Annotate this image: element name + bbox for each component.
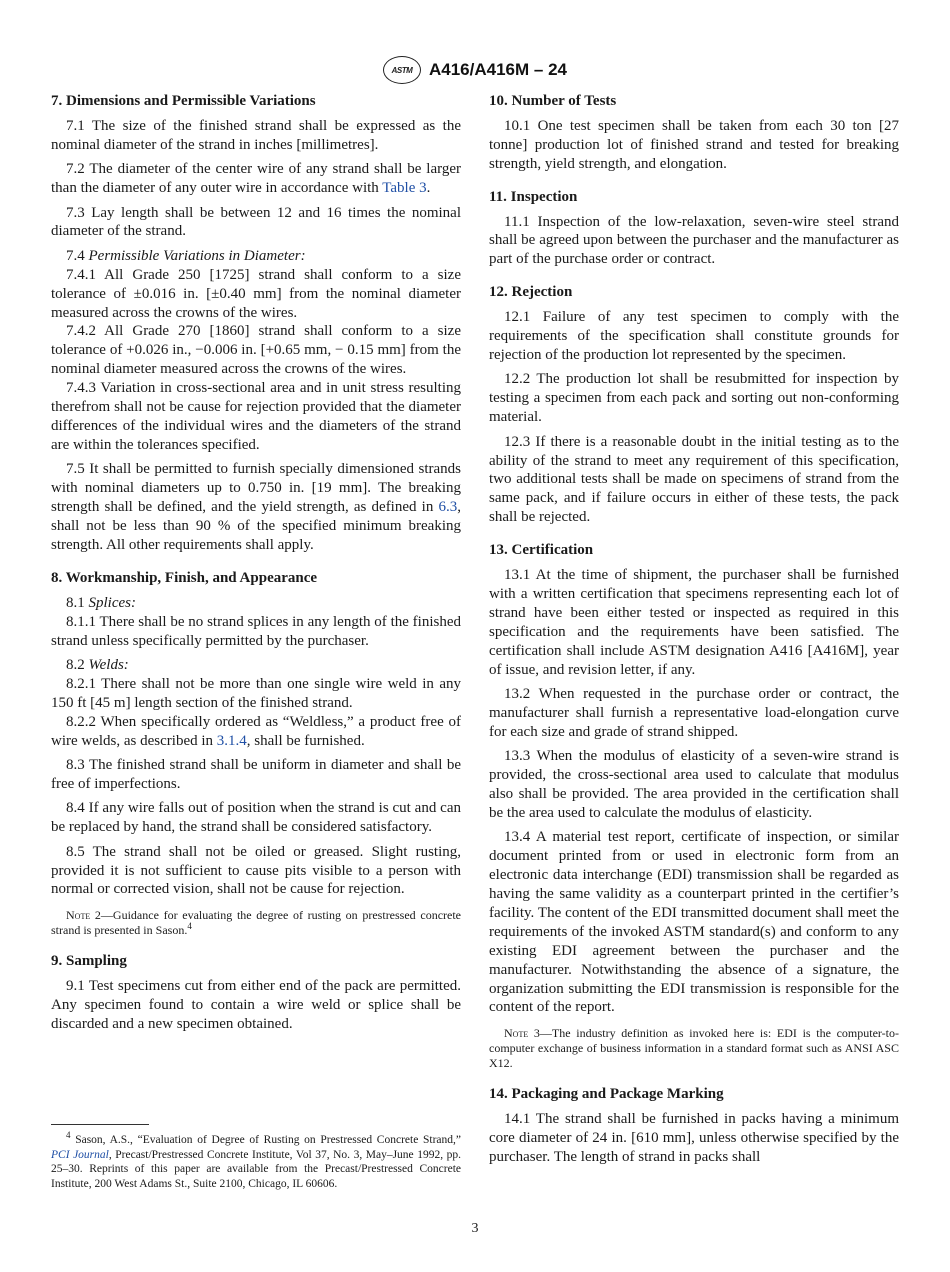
paragraph-13-1: 13.1 At the time of shipment, the purchaser shall be furnished with a written certification that specimens representing each lot of strand have been either tested or inspected as required in this specification and the requirements have been satisfied. The certification shall include ASTM designation A416 [A416M], year of issue, and revision letter, if any. [489, 567, 899, 678]
paragraph-7-4: 7.4 Permissible Variations in Diameter: [66, 247, 306, 264]
left-column [51, 92, 461, 1034]
paragraph-8-3: 8.3 The finished strand shall be uniform in diameter and shall be free of imperfections. [51, 757, 461, 792]
paragraph-8-5: 8.5 The strand shall not be oiled or greased. Slight rusting, provided it is not sufficient to cause pits visible to a person with normal or corrected vision, shall not be cause for rejection. [51, 843, 461, 898]
paragraph-11-1: 11.1 Inspection of the low-relaxation, seven-wire steel strand shall be agreed upon between the purchaser and the manufacturer as part of the purchase order or contract. [489, 213, 899, 268]
paragraph-12-3: 12.3 If there is a reasonable doubt in the initial testing as to the ability of the strand to meet any requirement of this specification, two additional tests shall be made on specimens of strand from the same pack, and if failure occurs in either of these tests, the pack shall be rejected. [489, 433, 899, 526]
footnote-divider [51, 1124, 149, 1125]
paragraph-14-1: 14.1 The strand shall be furnished in packs having a minimum core diameter of 24 in. [610 mm], unless otherwise specified by the purchaser. The length of strand in packs shall [489, 1111, 899, 1166]
table-3-link[interactable]: Table 3 [382, 180, 427, 197]
paragraph-8-4: 8.4 If any wire falls out of position when the strand is cut and can be replaced by hand, the strand shall be considered satisfactory. [51, 800, 461, 836]
note-2: Note 2—Guidance for evaluating the degree of rusting on prestressed concrete strand is presented in Sason.$^4$ [51, 908, 462, 938]
paragraph-12-2: 12.2 The production lot shall be resubmitted for inspection by testing a specimen from each pack and sorting out non-conforming material. [489, 371, 899, 426]
pci-journal-link[interactable]: PCI Journal [51, 1148, 109, 1161]
paragraph-10-1: 10.1 One test specimen shall be taken from each 30 ton [27 tonne] production lot of finished strand and tested for breaking strength, yield strength, and elongation. [489, 117, 899, 172]
paragraph-7-5: 7.5 It shall be permitted to furnish specially dimensioned strands with nominal diameters up to 0.750 in. [19 mm]. The breaking strength shall be defined, and the yield strength, as defined in 6.3, shall not be less than 90 % of the specified minimum breaking strength. All other requirements shall apply. [51, 461, 461, 553]
document-designation: A416/A416M – 24 [429, 60, 567, 79]
section-7-heading: 7. Dimensions and Permissible Variations [51, 93, 316, 109]
section-6-3-link[interactable]: 6.3 [438, 499, 458, 516]
page-number: 3 [471, 1221, 479, 1236]
paragraph-13-4: 13.4 A material test report, certificate of inspection, or similar document printed from or used in electronic form from an electronic data interchange (EDI) transmission shall be regarded as having the same validity as a counterpart printed in the certifier’s facility. The content of the EDI transmitted document shall meet the requirements of the invoked ASTM standard(s) and conform to any existing EDI agreement between the purchaser and the manufacturer. Notwithstanding the absence of a signature, the organization submitting the EDI transmission is responsible for the content of the report. [489, 829, 899, 1016]
page-header [0, 56, 950, 84]
paragraph-13-3: 13.3 When the modulus of elasticity of a seven-wire strand is provided, the cross-sectional area used to calculate that modulus also shall be provided. The area provided in the certification shall be the area used to calculate the modulus of elasticity. [489, 748, 899, 821]
section-9-heading: 9. Sampling [51, 953, 127, 970]
section-14-heading: 14. Packaging and Package Marking [489, 1086, 724, 1103]
right-column [489, 92, 899, 1167]
paragraph-7-4-3: 7.4.3 Variation in cross-sectional area and in unit stress resulting therefrom shall not be cause for rejection provided that the diameter differences of the individual wires and the diameters of the strand are within the tolerances specified. [51, 380, 461, 453]
note-3: Note 3—The industry definition as invoked here is: EDI is the computer-to-computer exchange of business information in a standard format such as ANSI ASC X12. [489, 1026, 900, 1071]
paragraph-8-2-2: 8.2.2 When specifically ordered as “Weldless,” a product free of wire welds, as described in 3.1.4, shall be furnished. [51, 713, 461, 749]
paragraph-13-2: 13.2 When requested in the purchase order or contract, the manufacturer shall furnish a representative load-elongation curve for each size and grade of strand shipped. [489, 685, 899, 740]
astm-logo-icon: ASTM [383, 56, 421, 84]
paragraph-8-1-1: 8.1.1 There shall be no strand splices in any length of the finished strand unless specifically permitted by the purchaser. [51, 613, 461, 649]
paragraph-7-4-1: 7.4.1 All Grade 250 [1725] strand shall conform to a size tolerance of ±0.016 in. [±0.40 mm] from the nominal diameter measured across the crowns of the wires. [51, 266, 461, 321]
section-8-heading: 8. Workmanship, Finish, and Appearance [51, 569, 318, 586]
paragraph-8-1: 8.1 Splices: [66, 594, 136, 611]
paragraph-7-1: 7.1 The size of the finished strand shall be expressed as the nominal diameter of the strand in inches [millimetres]. [51, 117, 461, 153]
paragraph-7-2: 7.2 The diameter of the center wire of any strand shall be larger than the diameter of any outer wire in accordance with Table 3. [51, 161, 461, 197]
paragraph-7-4-2: 7.4.2 All Grade 270 [1860] strand shall conform to a size tolerance of +0.026 in., −0.006 in. [+0.65 mm, − 0.15 mm] from the nominal diameter measured across the crowns of the wires. [51, 323, 461, 378]
section-13-heading: 13. Certification [489, 542, 594, 559]
paragraph-8-2: 8.2 Welds: [66, 656, 129, 673]
section-12-heading: 12. Rejection [489, 284, 573, 301]
paragraph-9-1: 9.1 Test specimens cut from either end of the pack are permitted. Any specimen found to contain a wire weld or splice shall be discarded and a new specimen obtained. [51, 978, 461, 1033]
paragraph-7-3: 7.3 Lay length shall be between 12 and 16 times the nominal diameter of the strand. [51, 204, 461, 240]
section-11-heading: 11. Inspection [489, 188, 578, 205]
paragraph-8-2-1: 8.2.1 There shall not be more than one single wire weld in any 150 ft [45 m] length section of the finished strand. [51, 675, 461, 711]
paragraph-12-1: 12.1 Failure of any test specimen to comply with the requirements of the specification shall constitute grounds for rejection of the production lot represented by the specimen. [489, 309, 899, 363]
footnote-4: $^4$ Sason, A.S., “Evaluation of Degree of Rusting on Prestressed Concrete Strand,” PCI Journal, Precast/Prestressed Concrete Institute, Vol 37, No. 3, May–June 1992, pp. 25–30. Reprints of this paper are available from the Precast/Prestressed Concrete Institute, 200 West Adams St., Suite 2100, Chicago, IL 60606. [51, 1130, 461, 1190]
section-3-1-4-link[interactable]: 3.1.4 [216, 732, 247, 749]
section-10-heading: 10. Number of Tests [489, 93, 617, 109]
